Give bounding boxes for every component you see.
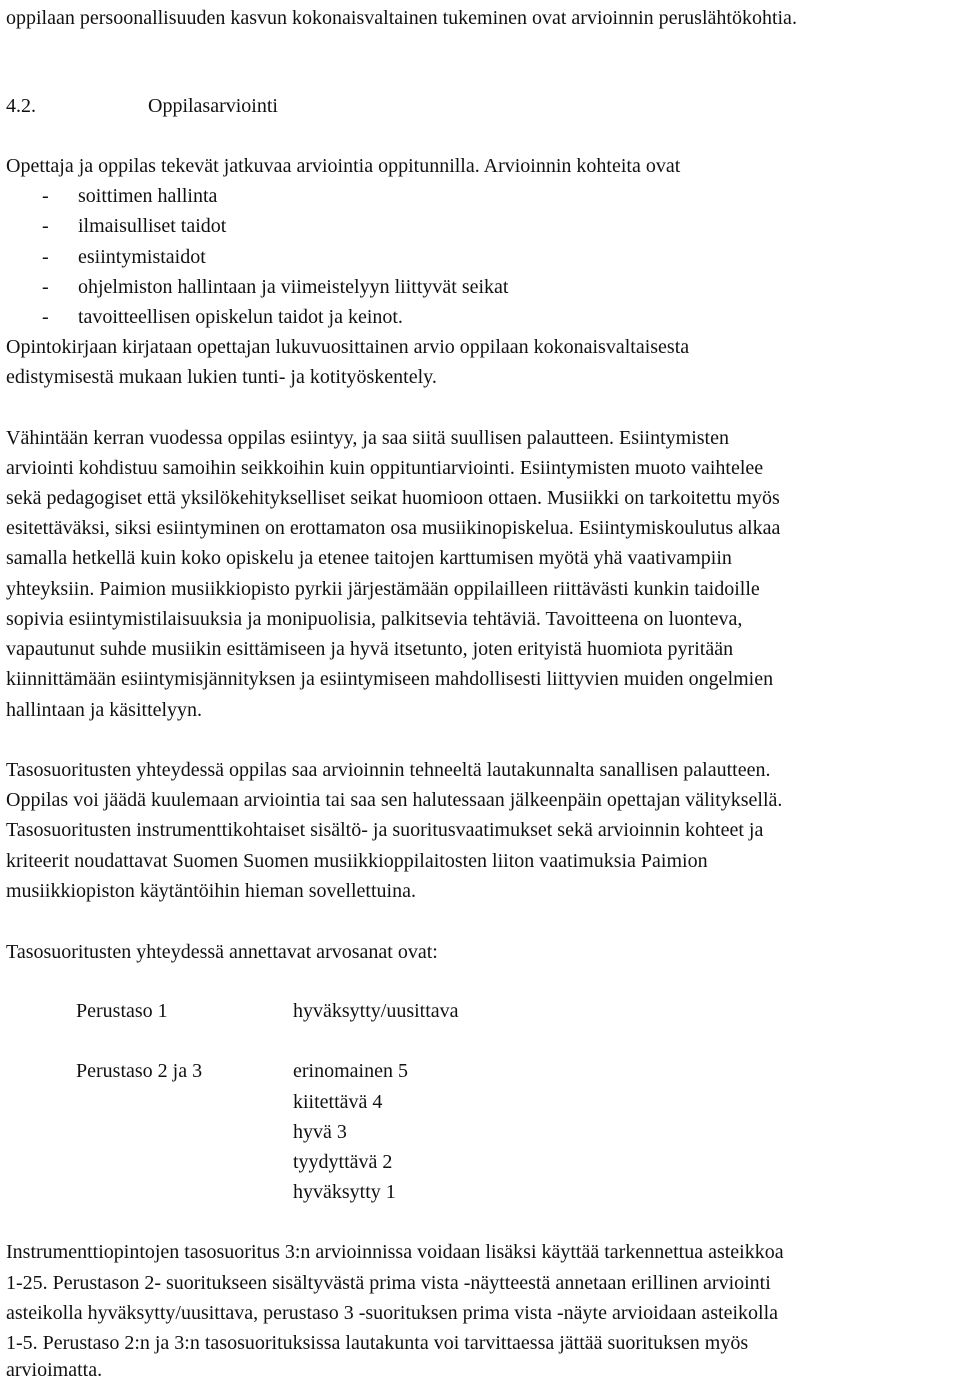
grade-value: hyvä 3 [293, 1121, 347, 1143]
paragraph-line: samalla hetkellä kuin koko opiskelu ja etenee taitojen karttumisen myötä yhä vaativampiin [6, 547, 732, 569]
grade-value: hyväksytty 1 [293, 1181, 396, 1203]
paragraph-line: Tasosuoritusten instrumenttikohtaiset sisältö- ja suoritusvaatimukset sekä arvioinnin kohteet ja [6, 819, 764, 841]
paragraph-line: Tasosuoritusten yhteydessä oppilas saa arvioinnin tehneeltä lautakunnalta sanallisen palautteen. [6, 759, 771, 781]
paragraph-line: asteikolla hyväksytty/uusittava, perustaso 3 -suorituksen prima vista -näyte arvioidaan asteikolla [6, 1302, 779, 1324]
paragraph-line: musiikkiopiston käytäntöihin hieman sovellettuina. [6, 880, 416, 902]
grade-level-label: Perustaso 1 [76, 1000, 168, 1022]
list-item: - ilmaisulliset taidot [42, 215, 227, 237]
grade-value: kiitettävä 4 [293, 1091, 383, 1113]
grade-value: hyväksytty/uusittava [293, 1000, 459, 1022]
paragraph-line: sekä pedagogiset että yksilökehitykselliset seikat huomioon ottaen. Musiikki on tarkoitettu myös [6, 487, 780, 509]
grade-value: erinomainen 5 [293, 1060, 408, 1082]
paragraph-line: yhteyksiin. Paimion musiikkiopisto pyrkii järjestämään oppilailleen riittävästi kunkin taidoille [6, 578, 760, 600]
list-item: - soittimen hallinta [42, 185, 218, 207]
paragraph-line: hallintaan ja käsittelyyn. [6, 699, 203, 721]
list-item: - tavoitteellisen opiskelun taidot ja keinot. [42, 306, 403, 328]
paragraph-line: kriteerit noudattavat Suomen Suomen musiikkioppilaitosten liiton vaatimuksia Paimion [6, 850, 708, 872]
grades-intro: Tasosuoritusten yhteydessä annettavat arvosanat ovat: [6, 941, 438, 963]
grade-value: tyydyttävä 2 [293, 1151, 393, 1173]
paragraph-line: Vähintään kerran vuodessa oppilas esiintyy, ja saa siitä suullisen palautteen. Esiintymisten [6, 427, 729, 449]
paragraph-line: 1-25. Perustason 2- suoritukseen sisältyvästä prima vista -näytteestä annetaan erillinen arviointi [6, 1272, 771, 1294]
paragraph-line: edistymisestä mukaan lukien tunti- ja kotityöskentely. [6, 366, 437, 388]
paragraph-line: Instrumenttiopintojen tasosuoritus 3:n arvioinnissa voidaan lisäksi käyttää tarkennettua asteikkoa [6, 1241, 784, 1263]
list-item: - ohjelmiston hallintaan ja viimeistelyyn liittyvät seikat [42, 276, 509, 298]
paragraph-line: Opintokirjaan kirjataan opettajan lukuvuosittainen arvio oppilaan kokonaisvaltaisesta [6, 336, 690, 358]
paragraph-line: kiinnittämään esiintymisjännityksen ja esiintymiseen mahdollisesti liittyvien muiden ongelmien [6, 668, 774, 690]
section-number: 4.2. [6, 95, 36, 117]
list-item: - esiintymistaidot [42, 246, 206, 268]
paragraph-line: Oppilas voi jäädä kuulemaan arviointia tai saa sen halutessaan jälkeenpäin opettajan välityksellä. [6, 789, 783, 811]
grade-level-label: Perustaso 2 ja 3 [76, 1060, 203, 1082]
intro-line: Opettaja ja oppilas tekevät jatkuvaa arviointia oppitunnilla. Arvioinnin kohteita ovat [6, 155, 681, 177]
paragraph-line: sopivia esiintymistilaisuuksia ja monipuolisia, palkitsevia tehtäviä. Tavoitteena on luonteva, [6, 608, 743, 630]
paragraph-line: arviointi kohdistuu samoihin seikkoihin kuin oppituntiarviointi. Esiintymisten muoto vaihtelee [6, 457, 764, 479]
paragraph-line: esitettäväksi, siksi esiintyminen on erottamaton osa musiikinopiskelua. Esiintymiskoulutus alkaa [6, 517, 781, 539]
top-line: oppilaan persoonallisuuden kasvun kokonaisvaltainen tukeminen ovat arvioinnin peruslähtökohtia. [6, 7, 797, 29]
paragraph-line: arvioimatta. [6, 1359, 103, 1381]
paragraph-line: 1-5. Perustaso 2:n ja 3:n tasosuorituksissa lautakunta voi tarvittaessa jättää suorituksen myös [6, 1332, 749, 1354]
paragraph-line: vapautunut suhde musiikin esittämiseen ja hyvä itsetunto, joten erityistä huomiota pyritään [6, 638, 734, 660]
section-heading [6, 94, 278, 118]
section-title: Oppilasarviointi [148, 95, 278, 117]
